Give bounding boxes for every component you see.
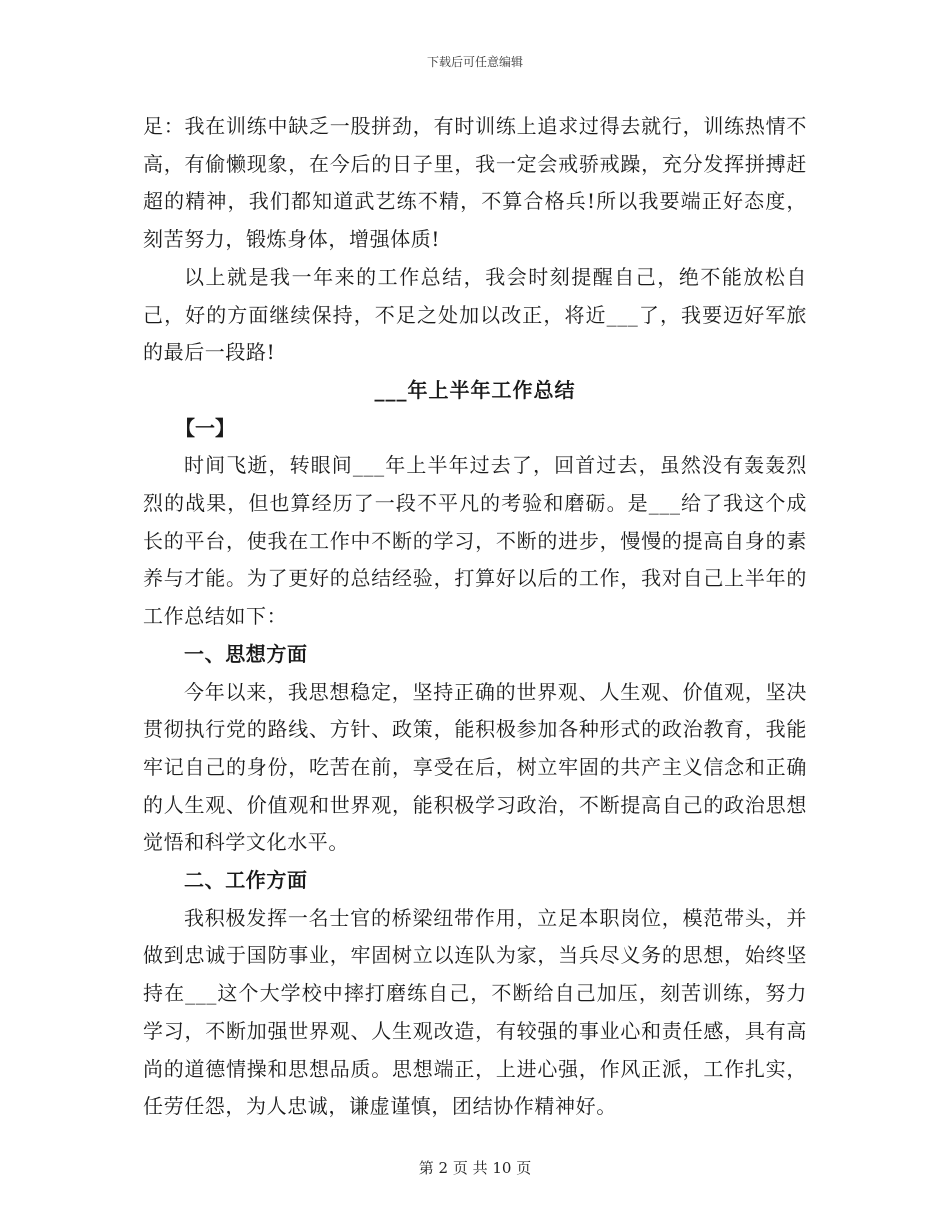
section-heading-thought: 一、思想方面 (184, 641, 308, 666)
document-title: ___年上半年工作总结 (374, 377, 576, 402)
paragraph-thought: 今年以来，我思想稳定，坚持正确的世界观、人生观、价值观，坚决贯彻执行党的路线、方针、政策，能积极参加各种形式的政治教育，我能牢记自己的身份，吃苦在前，享受在后，树立牢固的共产主义信念和正确的人生观、价值观和世界观，能积极学习政治，不断提高自己的政治思想觉悟和科学文化水平。 (143, 679, 807, 855)
document-body (143, 108, 807, 1126)
section-marker: 【一】 (175, 415, 235, 440)
section-heading-work: 二、工作方面 (184, 868, 308, 893)
paragraph-continued: 足：我在训练中缺乏一股拼劲，有时训练上追求过得去就行，训练热情不高，有偷懒现象，在今后的日子里，我一定会戒骄戒躁，充分发挥拼搏赶超的精神，我们都知道武艺练不精，不算合格兵!所以我要端正好态度，刻苦努力，锻炼身体，增强体质! (143, 114, 807, 252)
paragraph-intro: 时间飞逝，转眼间___年上半年过去了，回首过去，虽然没有轰轰烈烈的战果，但也算经历了一段不平凡的考验和磨砺。是___给了我这个成长的平台，使我在工作中不断的学习，不断的进步，慢慢的提高自身的素养与才能。为了更好的总结经验，打算好以后的工作，我对自己上半年的工作总结如下： (143, 453, 807, 629)
page-header: 下载后可任意编辑 (426, 55, 523, 69)
paragraph-closing: 以上就是我一年来的工作总结，我会时刻提醒自己，绝不能放松自己，好的方面继续保持，不足之处加以改正，将近___了，我要迈好军旅的最后一段路! (143, 264, 807, 365)
paragraph-work: 我积极发挥一名士官的桥梁纽带作用，立足本职岗位，模范带头，并做到忠诚于国防事业，牢固树立以连队为家，当兵尽义务的思想，始终坚持在___这个大学校中摔打磨练自己，不断给自己加压，刻苦训练，努力学习，不断加强世界观、人生观改造，有较强的事业心和责任感，具有高尚的道德情操和思想品质。思想端正，上进心强，作风正派，工作扎实，任劳任怨，为人忠诚，谦虚谨慎，团结协作精神好。 (143, 905, 807, 1119)
page-footer: 第 2 页 共 10 页 (418, 1159, 532, 1177)
